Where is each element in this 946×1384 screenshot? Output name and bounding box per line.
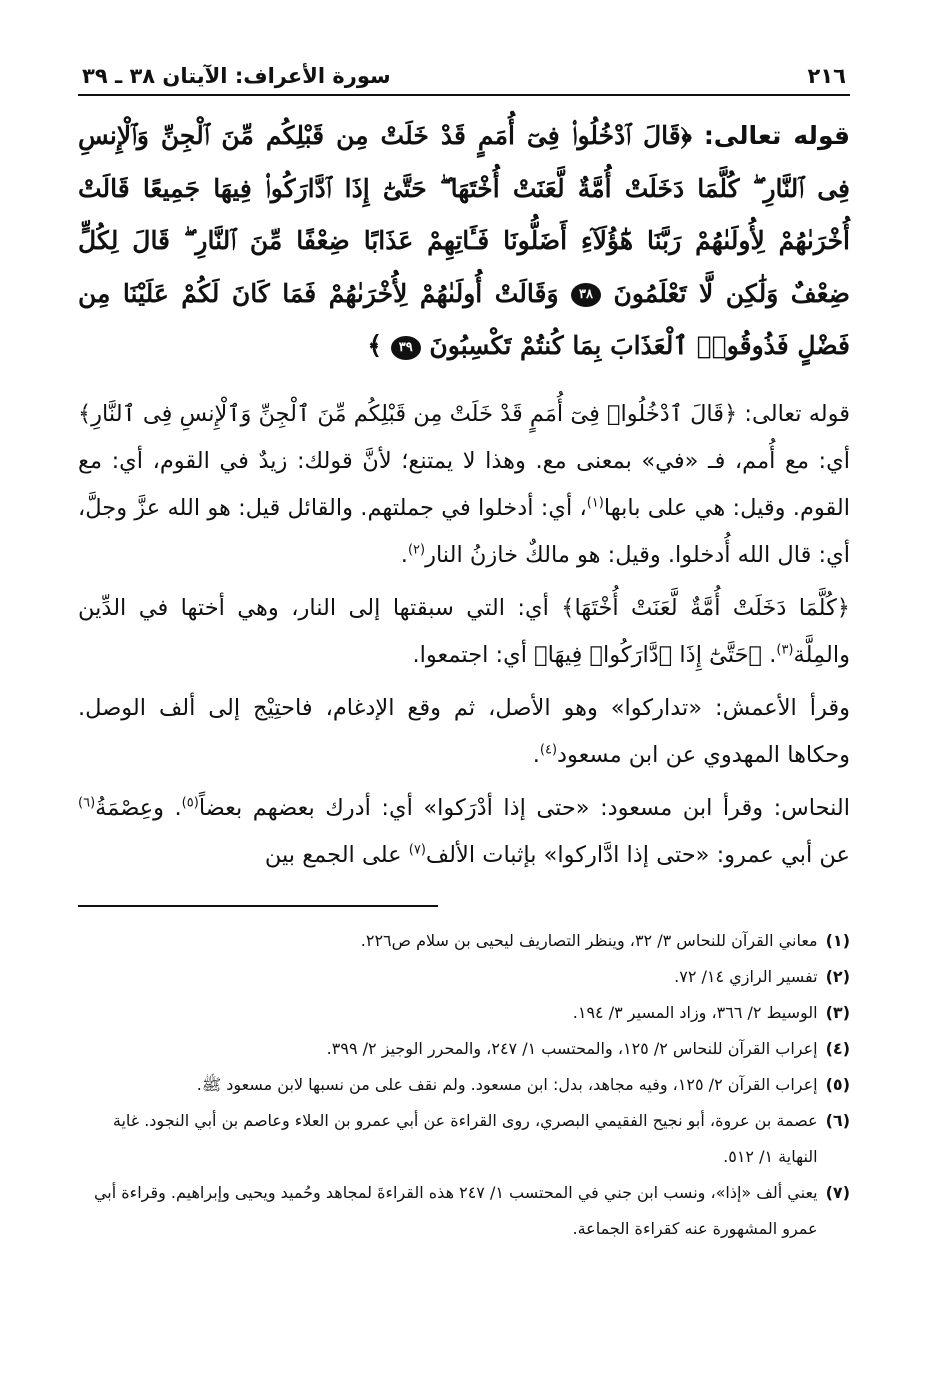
footnote-ref-4[interactable]: (٤)	[539, 742, 558, 757]
verse-close: ﴾	[367, 331, 382, 360]
footnote-text: تفسير الرازي ١٤/ ٧٢.	[674, 966, 818, 986]
footnotes	[78, 923, 850, 1247]
para1-text-b: ، أي: أدخلوا في جملتهم. والقائل قيل: هو الله عزَّ وجلَّ، أي: قال الله أُدخلوا. وقيل: هو مالكٌ خازنُ النار	[78, 494, 850, 568]
footnote-2	[78, 959, 850, 995]
para4-text: النحاس: وقرأ ابن مسعود: «حتى إذا أدْرَكوا» أي: أدرك بعضهم بعضاً	[198, 794, 850, 821]
verse-text-2: وَقَالَتْ أُولَىٰهُمْ لِأُخْرَىٰهُمْ فَمَا كَانَ لَكُمْ عَلَيْنَا مِن فَضْلٍ فَذُوقُوا۟ ٱلْعَذَابَ بِمَا كُنتُمْ تَكْسِبُونَ	[78, 278, 850, 360]
header-rule	[78, 94, 850, 96]
quran-verse-block	[78, 110, 850, 373]
page-number: ٢١٦	[807, 64, 846, 88]
footnote-ref-5[interactable]: (٥)	[181, 795, 199, 810]
ayah-number-38: ٣٨	[571, 283, 601, 307]
footnote-text: إعراب القرآن للنحاس ٢/ ١٢٥، والمحتسب ١/ ٢٤٧، والمحرر الوجيز ٢/ ٣٩٩.	[326, 1038, 818, 1058]
commentary-paragraph-1	[78, 391, 850, 579]
footnote-ref-1[interactable]: (١)	[586, 495, 604, 510]
footnote-ref-7[interactable]: (٧)	[408, 842, 426, 857]
footnote-text: إعراب القرآن ٢/ ١٢٥، وفيه مجاهد، بدل: ابن مسعود. ولم نقف على من نسبها لابن مسعود ﷺ.	[196, 1074, 818, 1094]
para2-text-b: . ﴿حَتَّىٰٓ إِذَا ٱدَّارَكُوا۟ فِيهَا﴾ أي: اجتمعوا.	[412, 641, 777, 668]
footnote-text: معاني القرآن للنحاس ٣/ ٣٢، وينظر التصاريف ليحيى بن سلام ص٢٢٦.	[360, 930, 818, 950]
footnote-6	[78, 1103, 850, 1175]
footnote-mark: (٢)	[825, 966, 850, 986]
verse-text-1: ﴿قَالَ ٱدْخُلُوا۟ فِىٓ أُمَمٍ قَدْ خَلَتْ مِن قَبْلِكُم مِّنَ ٱلْجِنِّ وَٱلْإِنسِ فِى ٱلنَّارِ ۖ كُلَّمَا دَخَلَتْ أُمَّةٌ لَّعَنَتْ أُخْتَهَا ۖ حَتَّىٰٓ إِذَا ٱدَّارَكُوا۟ فِيهَا جَمِيعًا قَالَتْ أُخْرَىٰهُمْ لِأُولَىٰهُمْ رَبَّنَا هَٰٓؤُلَآءِ أَضَلُّونَا فَـَٔاتِهِمْ عَذَابًا ضِعْفًا مِّنَ ٱلنَّارِ ۖ قَالَ لِكُلٍّ ضِعْفٌ وَلَٰكِن لَّا تَعْلَمُونَ	[78, 121, 850, 308]
running-title: سورة الأعراف: الآيتان ٣٨ ـ ٣٩	[82, 64, 391, 88]
footnote-mark: (١)	[825, 930, 850, 950]
footnote-ref-2[interactable]: (٢)	[407, 542, 426, 557]
footnote-text: يعني ألف «إذا»، ونسب ابن جني في المحتسب ١/ ٢٤٧ هذه القراءةَ لمجاهد وحُميد ويحيى وإبراهيم. وقراءة أبي عمرو المشهورة عنه كقراءة الجماعة.	[93, 1182, 818, 1238]
verse-lead: قوله تعالى:	[703, 121, 850, 150]
footnote-7	[78, 1175, 850, 1247]
footnote-mark: (٥)	[825, 1074, 850, 1094]
footnote-mark: (٣)	[825, 1002, 850, 1022]
para1-text: قوله تعالى: ﴿قَالَ ٱدْخُلُوا۟ فِىٓ أُمَمٍ قَدْ خَلَتْ مِن قَبْلِكُم مِّنَ ٱلْجِنِّ وَٱلْإِنسِ فِى ٱلنَّارِ﴾ أي: مع أُمم، فـ «في» بمعنى مع. وهذا لا يمتنع؛ لأنَّ قولك: زيدٌ في القوم، أي: مع القوم. وقيل: هي على بابها	[78, 400, 850, 521]
footnote-ref-3[interactable]: (٣)	[776, 642, 794, 657]
para3-text: وقرأ الأعمش: «تداركوا» وهو الأصل، ثم وقع الإدغام، فاحتِيْج إلى ألف الوصل. وحكاها المهدوي عن ابن مسعود	[78, 694, 850, 768]
ayah-number-39: ٣٩	[391, 336, 421, 360]
para4-text-b: . وعِصْمَةُ	[95, 794, 182, 821]
para4-text-d: على الجمع بين	[264, 841, 409, 868]
footnote-text: عصمة بن عروة، أبو نجيح الفقيمي البصري، روى القراءة عن أبي عمرو بن العلاء وعاصم بن أبي النجود. غاية النهاية ١/ ٥١٢.	[112, 1110, 818, 1166]
footnote-3	[78, 995, 850, 1031]
para3-end: .	[532, 741, 540, 768]
commentary-paragraph-4	[78, 785, 850, 879]
footnote-5	[78, 1067, 850, 1103]
para1-end: .	[400, 541, 408, 568]
commentary-paragraph-2	[78, 585, 850, 679]
page-header	[78, 62, 850, 94]
footnote-text: الوسيط ٢/ ٣٦٦، وزاد المسير ٣/ ١٩٤.	[572, 1002, 818, 1022]
commentary-paragraph-3	[78, 685, 850, 779]
footnote-4	[78, 1031, 850, 1067]
para4-text-c: عن أبي عمرو: «حتى إذا ادَّاركوا» بإثبات الألف	[425, 841, 850, 868]
footnote-mark: (٤)	[825, 1038, 850, 1058]
footnote-mark: (٦)	[825, 1110, 850, 1130]
footnote-separator	[78, 905, 438, 907]
footnote-mark: (٧)	[825, 1182, 850, 1202]
para2-text: ﴿كُلَّمَا دَخَلَتْ أُمَّةٌ لَّعَنَتْ أُخْتَهَا﴾ أي: التي سبقتها إلى النار، وهي أختها في الدِّين والمِلَّة	[78, 594, 850, 668]
footnote-1	[78, 923, 850, 959]
footnote-ref-6[interactable]: (٦)	[78, 795, 96, 810]
